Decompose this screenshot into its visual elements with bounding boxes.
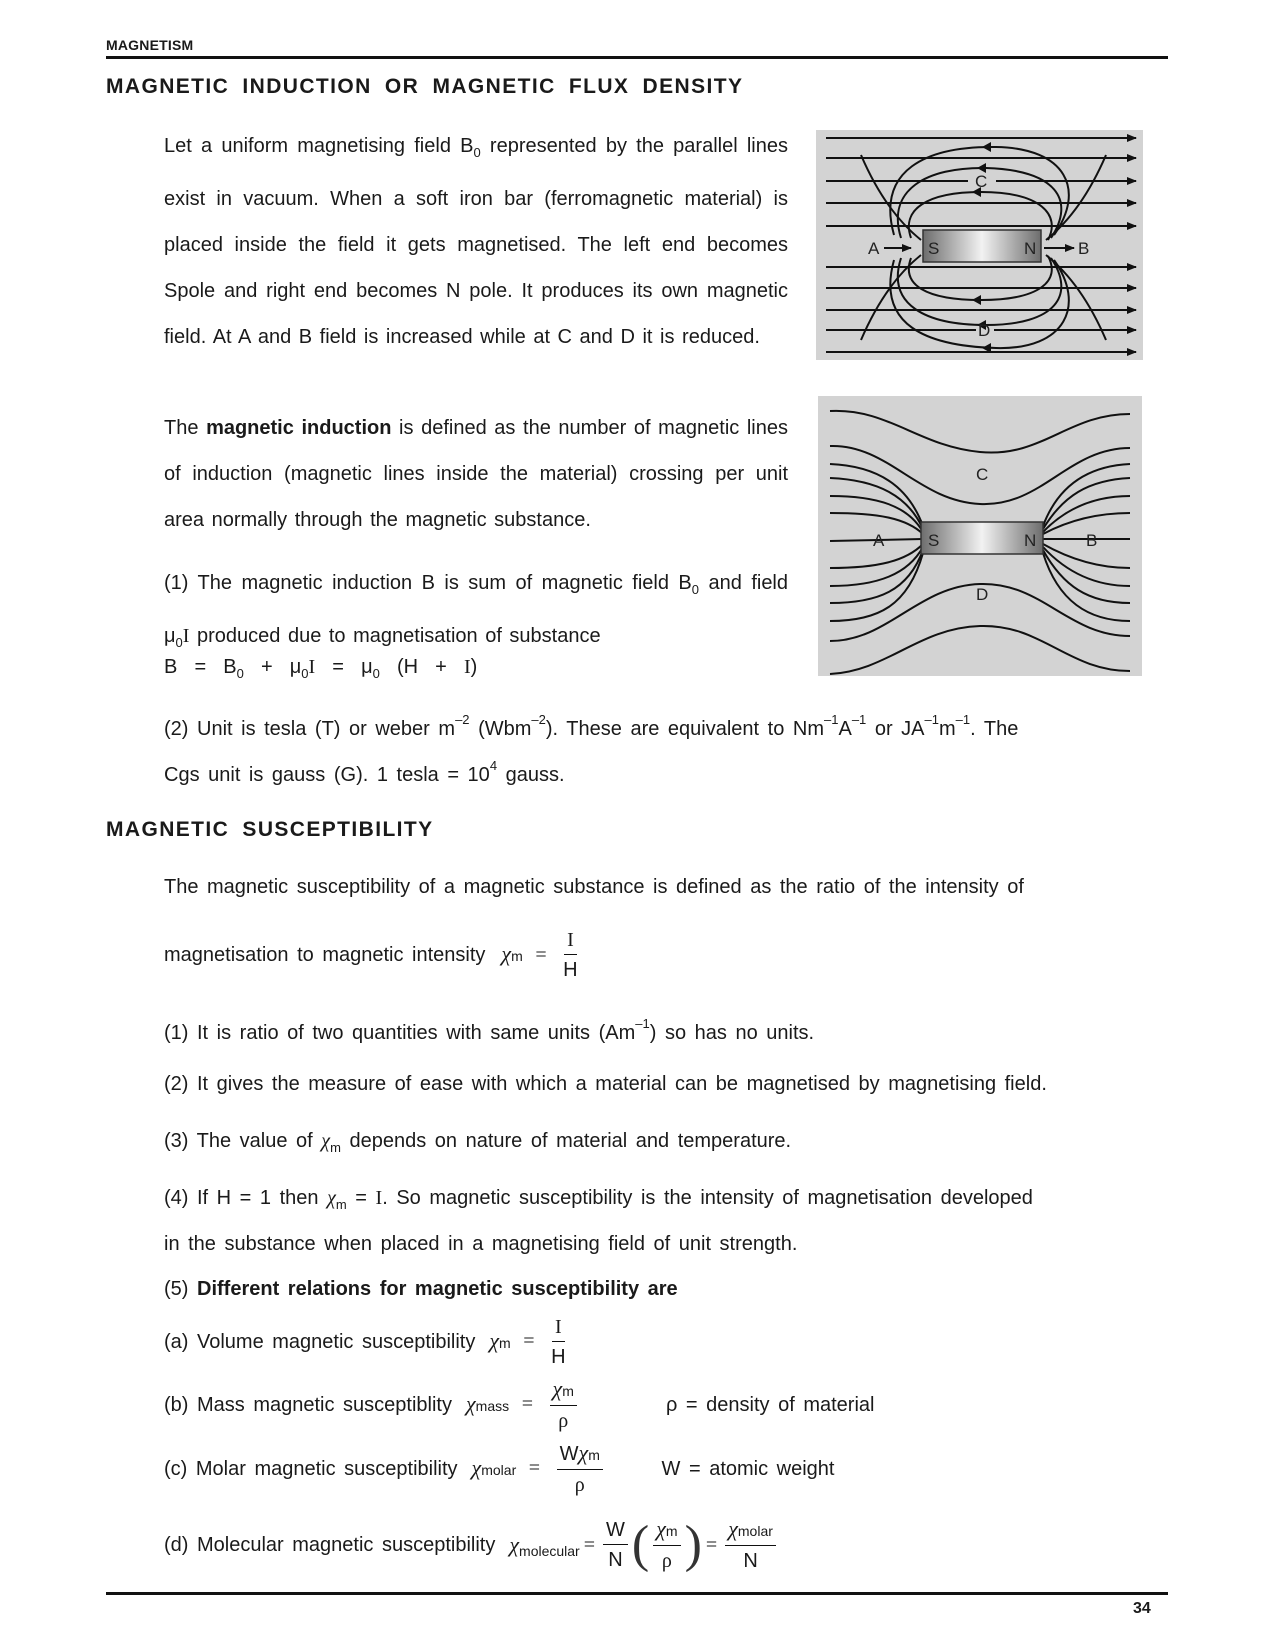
property-5-heading (164, 1278, 678, 1301)
term-magnetic-induction: magnetic induction (206, 417, 392, 439)
text: and field μ (164, 572, 789, 647)
subscript: m (511, 947, 523, 964)
fraction-w-over-n (603, 1518, 628, 1573)
subscript: m (562, 1382, 574, 1399)
subscript: 0 (691, 582, 700, 597)
fraction (551, 1315, 565, 1370)
superscript: –1 (955, 712, 971, 727)
svg-text:A: A (868, 239, 880, 258)
numerator (550, 1377, 577, 1406)
field-lines-diagram-1 (816, 130, 1143, 360)
text: A (838, 718, 852, 740)
text: depends on nature of material and temperature. (340, 1130, 792, 1152)
denominator: ρ (661, 1549, 672, 1572)
paragraph-uniform-field (164, 123, 788, 360)
subscript: 0 (473, 145, 481, 160)
svg-text:D: D (976, 585, 989, 604)
svg-text:C: C (976, 465, 989, 484)
text: lines exist in vacuum. When a soft iron bar (ferromagnetic material) is placed inside the field it gets magnetised. The left end becomes Spole and right end becomes N pole. It produces its own magnetic field. At A and B field is increased while at C and D it is reduced. (164, 135, 788, 348)
page-number: 34 (1133, 1600, 1151, 1617)
section-title-magnetic-induction: MAGNETIC INDUCTION OR MAGNETIC FLUX DENSITY (106, 75, 744, 98)
superscript: 4 (489, 758, 498, 773)
formula-volume (489, 1315, 569, 1370)
numerator (557, 1441, 603, 1470)
text: (5) (164, 1278, 197, 1300)
symbol-chi: χ (552, 1375, 563, 1401)
footer-rule (106, 1592, 1168, 1595)
property-4-line2: in the substance when placed in a magnetising field of unit strength. (164, 1233, 798, 1255)
equals-sign: = (535, 943, 547, 966)
equals-sign: = (528, 1457, 541, 1480)
subscript: molar (737, 1522, 773, 1539)
point-2-units-line1 (164, 712, 1168, 741)
symbol-I: I (182, 625, 190, 647)
property-4-line1 (164, 1187, 1033, 1212)
fraction (550, 1377, 577, 1434)
text: (1) It is ratio of two quantities with same units (Am (164, 1022, 636, 1044)
units-text (164, 712, 1018, 741)
symbol-chi: χ (321, 1130, 331, 1152)
superscript: –1 (635, 1016, 650, 1031)
text: (d) Molecular magnetic susceptibility (164, 1533, 496, 1556)
text: represented by the parallel (480, 135, 738, 157)
equation-b-total (164, 656, 477, 681)
superscript: –1 (924, 712, 939, 727)
symbol-chi: χ (509, 1532, 520, 1557)
fraction-chi-over-rho (653, 1517, 680, 1574)
header-rule (106, 56, 1168, 59)
subscript: mass (475, 1397, 510, 1414)
subscript: molecular (519, 1543, 580, 1559)
numerator: I (564, 928, 577, 955)
denominator: H (563, 959, 578, 981)
symbol-chi: χ (471, 1454, 482, 1480)
point-2-units-line2 (164, 758, 565, 787)
text: . So magnetic susceptibility is the intensity of magnetisation developed (382, 1187, 1033, 1209)
text: gauss. (497, 764, 565, 786)
subscript: 0 (236, 666, 244, 681)
paragraph-definition (164, 405, 788, 543)
svg-text:N: N (1024, 531, 1037, 550)
text: = μ (315, 656, 373, 678)
text: (a) Volume magnetic susceptibility (164, 1330, 476, 1353)
text: . The (970, 718, 1019, 740)
subscript: 0 (175, 635, 183, 650)
symbol-chi: χ (465, 1390, 476, 1416)
property-3 (164, 1130, 791, 1155)
running-header: MAGNETISM (106, 37, 194, 53)
formula-molar (472, 1441, 642, 1498)
svg-text:N: N (1024, 239, 1037, 258)
symbol-chi: χ (501, 940, 512, 966)
left-paren: ( (631, 1516, 650, 1573)
svg-text:S: S (928, 531, 940, 550)
equals-sign: = (521, 1393, 533, 1416)
numerator (653, 1517, 680, 1546)
relation-a-volume (164, 1310, 570, 1374)
formula-chi-m (501, 928, 581, 983)
denominator: H (551, 1345, 566, 1368)
text: ). These are equivalent to Nm (545, 718, 824, 740)
symbol-chi: χ (489, 1327, 500, 1353)
subscript: m (665, 1522, 678, 1539)
text: ) so has no units. (649, 1022, 815, 1044)
denominator: N (743, 1549, 758, 1572)
subscript: m (588, 1446, 600, 1463)
text: or JA (866, 718, 925, 740)
superscript: –1 (851, 712, 867, 727)
denominator: ρ (574, 1473, 585, 1496)
text: (4) If H = 1 then (164, 1187, 328, 1209)
subscript: 0 (372, 666, 380, 681)
equals-sign: = (705, 1533, 718, 1556)
relation-b-mass (164, 1374, 874, 1436)
bold-text: Different relations for magnetic susceptibility are (197, 1278, 678, 1300)
superscript: –2 (455, 712, 470, 727)
text: is defined as the number of magnetic lines of induction (magnetic lines inside the material) crossing per unit area normally through the magnetic substance. (164, 417, 788, 531)
text: (2) Unit is tesla (T) or weber m (164, 718, 456, 740)
superscript: –2 (531, 712, 546, 727)
note-density: ρ = density of material (665, 1393, 875, 1416)
text: (Wbm (469, 718, 532, 740)
text: (1) The magnetic induction B is sum of magnetic field B (164, 572, 692, 594)
fraction (557, 1441, 603, 1498)
fraction-molar-over-n (725, 1517, 776, 1574)
text: m (939, 718, 956, 740)
superscript: –1 (824, 712, 839, 727)
relation-d-molecular (164, 1510, 780, 1580)
numerator: I (552, 1315, 565, 1342)
property-1 (164, 1016, 814, 1045)
note-atomic-weight: W = atomic weight (661, 1457, 835, 1480)
svg-text:B: B (1078, 239, 1090, 258)
subscript: 0 (301, 666, 309, 681)
text: Cgs unit is gauss (G). 1 tesla = 10 (164, 764, 490, 786)
figure-uniform-field-with-bar (816, 130, 1143, 360)
numerator: W (603, 1518, 628, 1545)
denominator: N (608, 1548, 623, 1571)
formula-molecular (509, 1517, 780, 1574)
formula-mass (466, 1377, 636, 1434)
text: produced due to magnetisation of substance (189, 625, 601, 647)
text: (b) Mass magnetic susceptiblity (164, 1393, 452, 1416)
fraction (563, 928, 577, 983)
symbol-chi: χ (656, 1515, 666, 1541)
text: The (164, 417, 207, 439)
subscript: m (335, 1197, 347, 1212)
svg-text:S: S (928, 239, 940, 258)
svg-text:C: C (975, 172, 988, 191)
susceptibility-definition-line1: The magnetic susceptibility of a magnetic substance is defined as the ratio of the intensity of (164, 876, 1024, 898)
subscript: m (330, 1140, 341, 1155)
symbol-I: I (375, 1187, 383, 1209)
subscript: m (499, 1334, 511, 1351)
symbol-I: I (308, 656, 316, 678)
relation-c-molar (164, 1438, 834, 1500)
point-1-magnetic-induction-sum (164, 560, 788, 666)
text: (H + (379, 656, 464, 678)
susceptibility-definition-line2 (164, 928, 582, 983)
text: B = B (164, 656, 237, 678)
svg-text:D: D (978, 321, 991, 340)
property-2: (2) It gives the measure of ease with which a material can be magnetised by magnetising field. (164, 1073, 1047, 1095)
text: Let a uniform magnetising field B (164, 135, 474, 157)
text: + μ (243, 656, 302, 678)
figure-bar-in-field-concentration (818, 396, 1142, 676)
numerator (725, 1517, 776, 1546)
symbol-chi: χ (728, 1515, 738, 1541)
subscript: molar (481, 1461, 517, 1478)
equals-sign: = (523, 1330, 535, 1353)
text: (c) Molar magnetic susceptibility (164, 1457, 458, 1480)
text: (3) The value of (164, 1130, 322, 1152)
text: magnetisation to magnetic intensity (164, 944, 486, 966)
symbol-chi: χ (578, 1439, 589, 1465)
section-title-magnetic-susceptibility: MAGNETIC SUSCEPTIBILITY (106, 818, 434, 841)
field-lines-diagram-2 (818, 396, 1142, 676)
text: ) (470, 656, 478, 678)
text: = (346, 1187, 376, 1209)
symbol-I: I (463, 656, 471, 678)
svg-text:B: B (1086, 531, 1098, 550)
equals-sign: = (583, 1533, 596, 1556)
right-paren: ) (684, 1516, 702, 1573)
symbol-W: W (559, 1442, 579, 1465)
svg-text:A: A (873, 531, 885, 550)
denominator: ρ (558, 1409, 569, 1432)
symbol-chi: χ (327, 1187, 336, 1209)
